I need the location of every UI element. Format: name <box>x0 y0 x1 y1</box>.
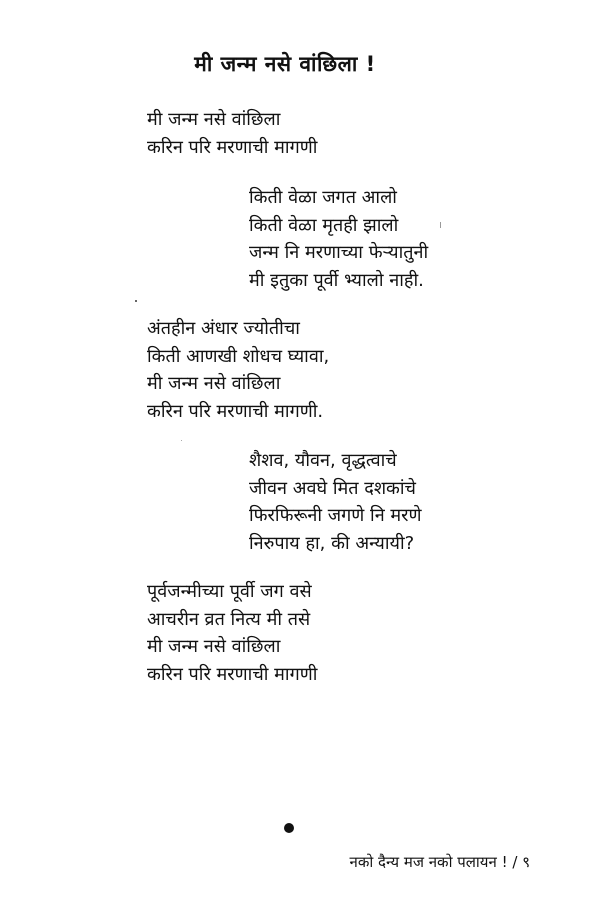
page-footer: नको दैन्य मज नको पलायन ! / ९ <box>349 853 530 871</box>
stanza-3 <box>147 315 329 425</box>
poem-line: जन्म नि मरणाच्या फेऱ्यातुनी <box>249 242 429 263</box>
poem-line: मी जन्म नसे वांछिला <box>147 373 281 394</box>
stanza-5 <box>147 578 317 688</box>
poem-line: किती आणखी शोधच घ्यावा, <box>147 345 330 367</box>
stanza-1 <box>147 106 317 161</box>
stanza-2 <box>249 184 428 294</box>
stanza-4 <box>249 447 422 557</box>
scan-speck <box>181 440 182 441</box>
poem-line: किती वेळा मृतही झालो <box>249 214 399 236</box>
poem-line: निरुपाय हा, की अन्यायी? <box>249 532 415 554</box>
poem-title: मी जन्म नसे वांछिला ! <box>194 52 376 76</box>
poem-line: करिन परि मरणाची मागणी. <box>147 400 324 422</box>
poem-line: करिन परि मरणाची मागणी <box>147 663 318 685</box>
poem-line: पूर्वजन्मीच्या पूर्वी जग वसे <box>147 581 312 602</box>
poem-line: मी जन्म नसे वांछिला <box>147 636 281 657</box>
scan-speck <box>440 222 441 228</box>
scan-speck <box>135 300 137 302</box>
poem-line: मी जन्म नसे वांछिला <box>147 109 281 130</box>
poem-line: फिरफिरूनी जगणे नि मरणे <box>249 505 422 526</box>
poem-line: अंतहीन अंधार ज्योतीचा <box>147 318 300 339</box>
section-bullet-icon <box>284 823 294 833</box>
poem-line: आचरीन व्रत नित्य मी तसे <box>147 608 311 630</box>
poem-line: करिन परि मरणाची मागणी <box>147 136 318 158</box>
poem-line: जीवन अवघे मित दशकांचे <box>249 477 416 499</box>
poem-line: किती वेळा जगत आलो <box>249 187 397 208</box>
poem-line: शैशव, यौवन, वृद्धत्वाचे <box>249 450 397 471</box>
poem-line: मी इतुका पूर्वी भ्यालो नाही. <box>249 269 424 291</box>
